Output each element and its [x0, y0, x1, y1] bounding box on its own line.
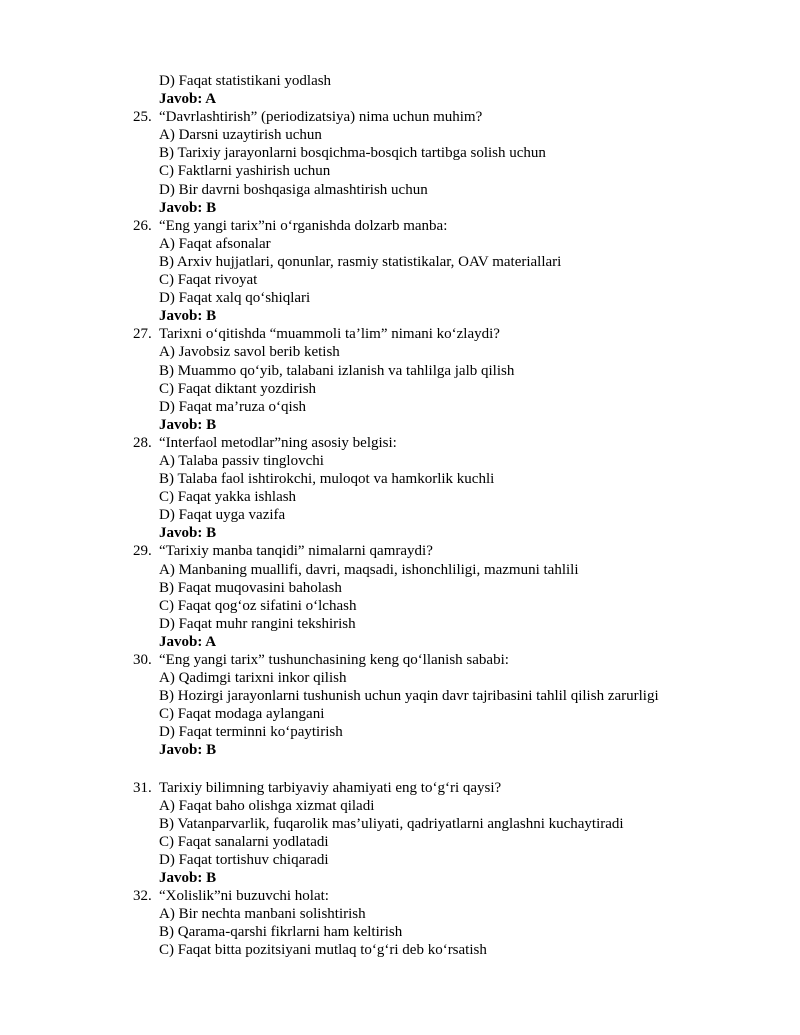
option-d: D) Faqat ma’ruza o‘qish: [159, 398, 307, 415]
answer: Javob: B: [159, 199, 217, 216]
option-b: B) Hozirgi jarayonlarni tushunish uchun yaqin davr tajribasini tahlil qilish zarurligi: [159, 688, 659, 705]
option-a: A) Talaba passiv tinglovchi: [159, 452, 324, 469]
blank-line: [0, 760, 800, 779]
option-b: B) Muammo qo‘yib, talabani izlanish va tahlilga jalb qilish: [159, 362, 515, 379]
option-c: C) Faqat bitta pozitsiyani mutlaq to‘g‘ri deb ko‘rsatish: [159, 942, 487, 959]
question-30: [0, 651, 800, 760]
question-27: [0, 325, 800, 434]
option-b: B) Qarama-qarshi fikrlarni ham keltirish: [159, 924, 403, 941]
option-d: D) Faqat terminni ko‘paytirish: [159, 724, 343, 741]
question-number: 30.: [133, 652, 152, 668]
option-c: C) Faqat modaga aylangani: [159, 706, 325, 723]
option-b: B) Vatanparvarlik, fuqarolik mas’uliyati, qadriyatlarni anglashni kuchaytiradi: [159, 815, 624, 832]
question-text: Tarixni o‘qitishda “muammoli ta’lim” nimani ko‘zlaydi?: [159, 326, 500, 343]
option-d: D) Bir davrni boshqasiga almashtirish uchun: [159, 181, 428, 198]
question-32: [0, 887, 800, 959]
answer: Javob: B: [159, 308, 217, 325]
question-text: “Davrlashtirish” (periodizatsiya) nima uchun muhim?: [159, 109, 483, 126]
question-text: “Xolislik”ni buzuvchi holat:: [159, 888, 329, 905]
option-c: C) Faqat diktant yozdirish: [159, 380, 317, 397]
question-26: [0, 217, 800, 326]
question-29: [0, 542, 800, 651]
option-b: B) Faqat muqovasini baholash: [159, 579, 342, 596]
question-number: 29.: [133, 543, 152, 560]
option-c: C) Faqat sanalarni yodlatadi: [159, 833, 329, 850]
question-31: [0, 779, 800, 888]
answer: Javob: B: [159, 416, 217, 433]
question-28: [0, 434, 800, 543]
answer: Javob: A: [159, 91, 217, 108]
option-c: C) Faktlarni yashirish uchun: [159, 163, 331, 180]
question-number: 28.: [133, 434, 152, 451]
option-a: A) Faqat afsonalar: [159, 235, 271, 252]
option-a: A) Darsni uzaytirish uchun: [159, 127, 322, 144]
question-number: 25.: [133, 109, 152, 126]
option-a: A) Qadimgi tarixni inkor qilish: [159, 670, 347, 687]
option-c: C) Faqat qog‘oz sifatini o‘lchash: [159, 597, 357, 614]
option-b: B) Arxiv hujjatlari, qonunlar, rasmiy statistikalar, OAV materiallari: [159, 253, 562, 270]
option-d: D) Faqat uyga vazifa: [159, 507, 286, 524]
question-number: 31.: [133, 779, 152, 796]
option-a: A) Faqat baho olishga xizmat qiladi: [159, 797, 375, 814]
option-a: A) Bir nechta manbani solishtirish: [159, 906, 366, 923]
question-text: “Interfaol metodlar”ning asosiy belgisi:: [159, 434, 397, 451]
question-number: 26.: [133, 217, 152, 234]
option-c: C) Faqat rivoyat: [159, 272, 258, 289]
question-text: “Tarixiy manba tanqidi” nimalarni qamraydi?: [159, 543, 433, 560]
question-text: “Eng yangi tarix”ni o‘rganishda dolzarb manba:: [159, 217, 448, 234]
document-page: [0, 72, 800, 960]
option-b: B) Tarixiy jarayonlarni bosqichma-bosqich tartibga solish uchun: [159, 145, 546, 162]
option-d: D) Faqat xalq qo‘shiqlari: [159, 290, 311, 307]
question-number: 32.: [133, 888, 152, 905]
question-text: Tarixiy bilimning tarbiyaviy ahamiyati eng to‘g‘ri qaysi?: [159, 779, 502, 796]
answer: Javob: B: [159, 870, 217, 887]
option-a: A) Javobsiz savol berib ketish: [159, 344, 340, 361]
option-d: D) Faqat tortishuv chiqaradi: [159, 851, 329, 868]
option-b: B) Talaba faol ishtirokchi, muloqot va hamkorlik kuchli: [159, 471, 495, 488]
question-number: 27.: [133, 326, 152, 343]
option-d: D) Faqat muhr rangini tekshirish: [159, 615, 356, 632]
option-c: C) Faqat yakka ishlash: [159, 489, 297, 506]
question-25: [0, 108, 800, 217]
question-text: “Eng yangi tarix” tushunchasining keng qo‘llanish sababi:: [159, 652, 509, 668]
option-d: D) Faqat statistikani yodlash: [159, 73, 332, 89]
option-a: A) Manbaning muallifi, davri, maqsadi, ishonchliligi, mazmuni tahlili: [159, 561, 579, 578]
answer: Javob: B: [159, 742, 217, 759]
answer: Javob: B: [159, 525, 217, 542]
answer: Javob: A: [159, 633, 217, 650]
